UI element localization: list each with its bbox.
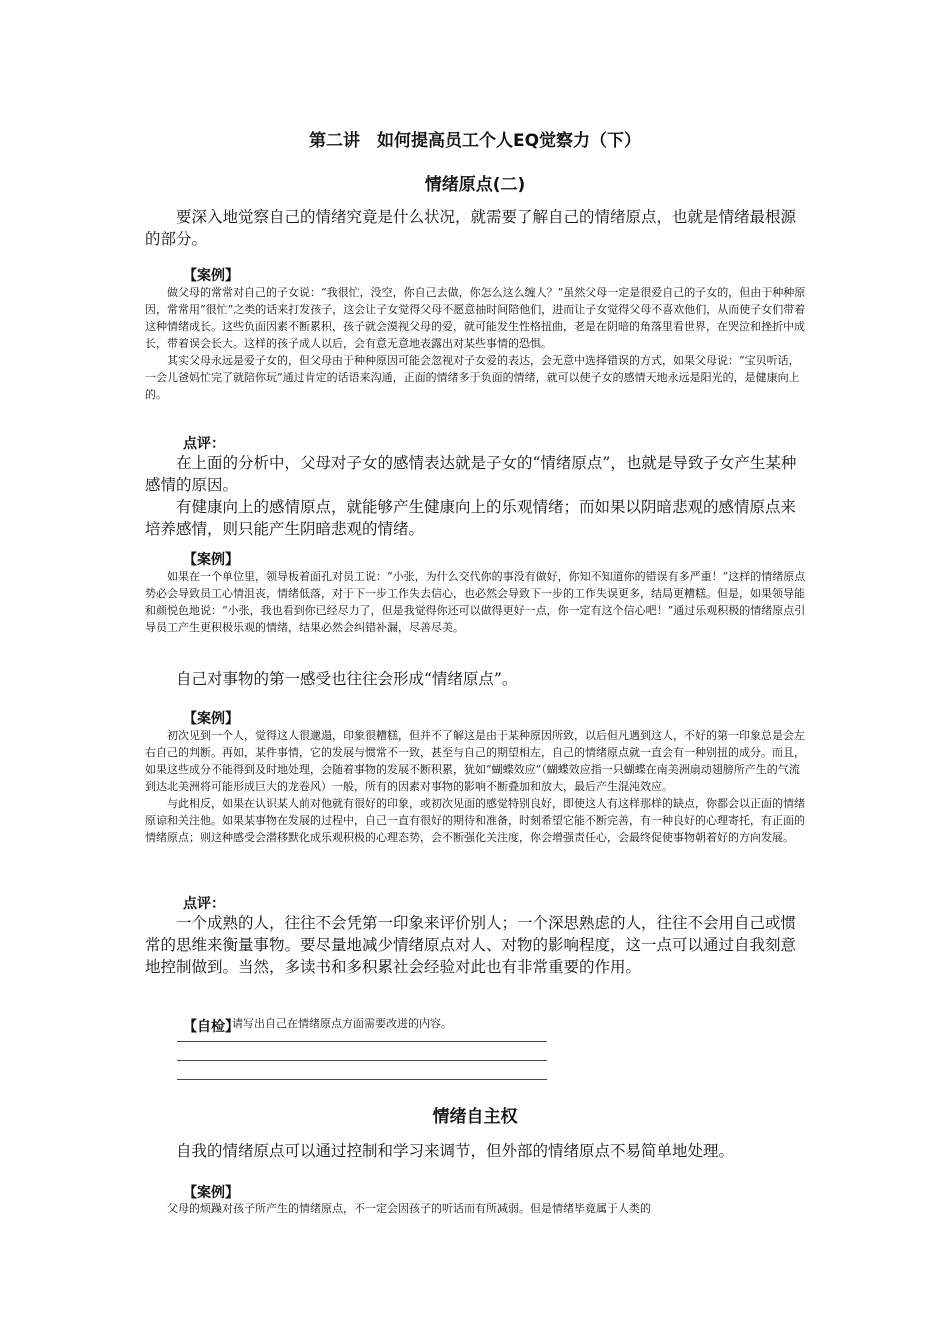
answer-line-3[interactable] xyxy=(177,1079,547,1080)
case-1-paragraph-2: 其实父母永远是爱子女的，但父母由于种种原因可能会忽视对子女爱的表达，会无意中选择错误的方式，如果父母说：“宝贝听话，一会儿爸妈忙完了就陪你玩”通过肯定的话语来沟通，正面的情绪多于负面的情绪，就可以使子女的感情天地永远是阳光的，是健康向上的。 xyxy=(145,354,800,401)
section2-intro-paragraph xyxy=(145,1140,810,1162)
answer-line-2[interactable] xyxy=(177,1060,547,1061)
intro-text: 要深入地觉察自己的情绪究竟是什么状况，就需要了解自己的情绪原点，也就是情绪最根源的部分。 xyxy=(145,208,797,248)
case-3-paragraph-2: 与此相反，如果在认识某人前对他就有很好的印象，或初次见面的感觉特别良好，即使这人有这样那样的缺点，你都会以正面的情绪原谅和关注他。如果某事物在发展的过程中，自己一直有很好的期待和准备，时刻希望它能不断完善，有一种良好的心理寄托，有正面的情绪原点；则这种感受会潜移默化成乐观积极的心理态势，会不断强化关注度，你会增强责任心，会最终促使事物朝着好的方向发展。 xyxy=(145,797,805,844)
section2-intro-text: 自我的情绪原点可以通过控制和学习来调节，但外部的情绪原点不易简单地处理。 xyxy=(176,1142,735,1160)
case-3-text xyxy=(145,727,810,846)
answer-line-1[interactable] xyxy=(177,1041,547,1042)
comment-1-text xyxy=(145,452,810,540)
comment-2-paragraph: 一个成熟的人，往往不会凭第一印象来评价别人；一个深思熟虑的人，往往不会用自己或惯常的思维来衡量事物。要尽量地减少情绪原点对人、对物的影响程度，这一点可以通过自我刻意地控制做到。当然，多读书和多积累社会经验对此也有非常重要的作用。 xyxy=(145,914,797,976)
comment-2-text xyxy=(145,912,810,978)
comment-1-paragraph-2: 有健康向上的感情原点，就能够产生健康向上的乐观情绪；而如果以阴暗悲观的感情原点来培养感情，则只能产生阴暗悲观的情绪。 xyxy=(145,498,797,538)
case-label-1: 【案例】 xyxy=(183,268,239,284)
intro-paragraph xyxy=(145,206,810,250)
statement-paragraph xyxy=(145,668,810,690)
case-4-text xyxy=(145,1200,810,1217)
case-1-paragraph-1: 做父母的常常对自己的子女说：“我很忙，没空，你自己去做，你怎么这么缠人？”虽然父母一定是很爱自己的子女的，但由于种种原因，常常用“很忙”之类的话来打发孩子，这会让子女觉得父母不愿意抽时间陪他们，进而让子女觉得父母不喜欢他们，从而使子女们带着这种情绪成长。这些负面因素不断累积，孩子就会漠视父母的爱，就可能发生性格扭曲，老是在阴暗的角落里看世界，在哭泣和挫折中成长，带着误会长大。这样的孩子成人以后，会有意无意地表露出对某些事情的恐惧。 xyxy=(145,286,806,350)
selfcheck-label: 【自检】 xyxy=(183,1019,239,1035)
case-2-paragraph: 如果在一个单位里，领导板着面孔对员工说：“小张，为什么交代你的事没有做好，你知不知道你的错误有多严重！”这样的情绪原点势必会导致员工心情沮丧，情绪低落，对于下一步工作失去信心，也必然会导致下一步的工作失误更多，结局更糟糕。但是，如果领导能和颜悦色地说：“小张，我也看到你已经尽力了，但是我觉得你还可以做得更好一点，你一定有这个信心吧！”通过乐观积极的情绪原点引导员工产生更积极乐观的情绪，结果必然会纠错补漏，尽善尽美。 xyxy=(145,570,806,634)
case-1-text xyxy=(145,284,810,403)
case-label-3: 【案例】 xyxy=(183,711,239,727)
comment-label-1: 点评： xyxy=(183,436,225,452)
case-4-paragraph: 父母的烦躁对孩子所产生的情绪原点，不一定会因孩子的听话而有所减弱。但是情绪毕竟属于人类的 xyxy=(167,1202,651,1215)
case-label-4: 【案例】 xyxy=(183,1185,239,1201)
case-2-text xyxy=(145,568,810,636)
case-label-2: 【案例】 xyxy=(183,552,239,568)
case-3-paragraph-1: 初次见到一个人，觉得这人很邋遢，印象很糟糕，但并不了解这是由于某种原因所致，以后但凡遇到这人，不好的第一印象总是会左右自己的判断。再如，某件事情，它的发展与惯常不一致，甚至与自己的期望相左，自己的情绪原点就一直会有一种别扭的成分。而且，如果这些成分不能得到及时地处理，会随着事物的发展不断积累，犹如“蝴蝶效应”（蝴蝶效应指一只蝴蝶在南美洲扇动翅膀所产生的气流到达北美洲将可能形成巨大的龙卷风）一般，所有的因素对事物的影响不断叠加和放大，最后产生混沌效应。 xyxy=(145,729,805,793)
section-title-emotion-autonomy: 情绪自主权 xyxy=(432,1107,518,1127)
statement-text: 自己对事物的第一感受也往往会形成“情绪原点”。 xyxy=(176,670,518,688)
section-title-emotion-origin: 情绪原点(二) xyxy=(424,175,526,195)
comment-label-2: 点评： xyxy=(183,896,225,912)
selfcheck-prompt: 请写出自己在情绪原点方面需要改进的内容。 xyxy=(232,1017,452,1030)
lecture-title: 第二讲 如何提高员工个人EQ觉察力（下） xyxy=(308,131,642,151)
comment-1-paragraph-1: 在上面的分析中，父母对子女的感情表达就是子女的“情绪原点”，也就是导致子女产生某种感情的原因。 xyxy=(145,454,797,494)
